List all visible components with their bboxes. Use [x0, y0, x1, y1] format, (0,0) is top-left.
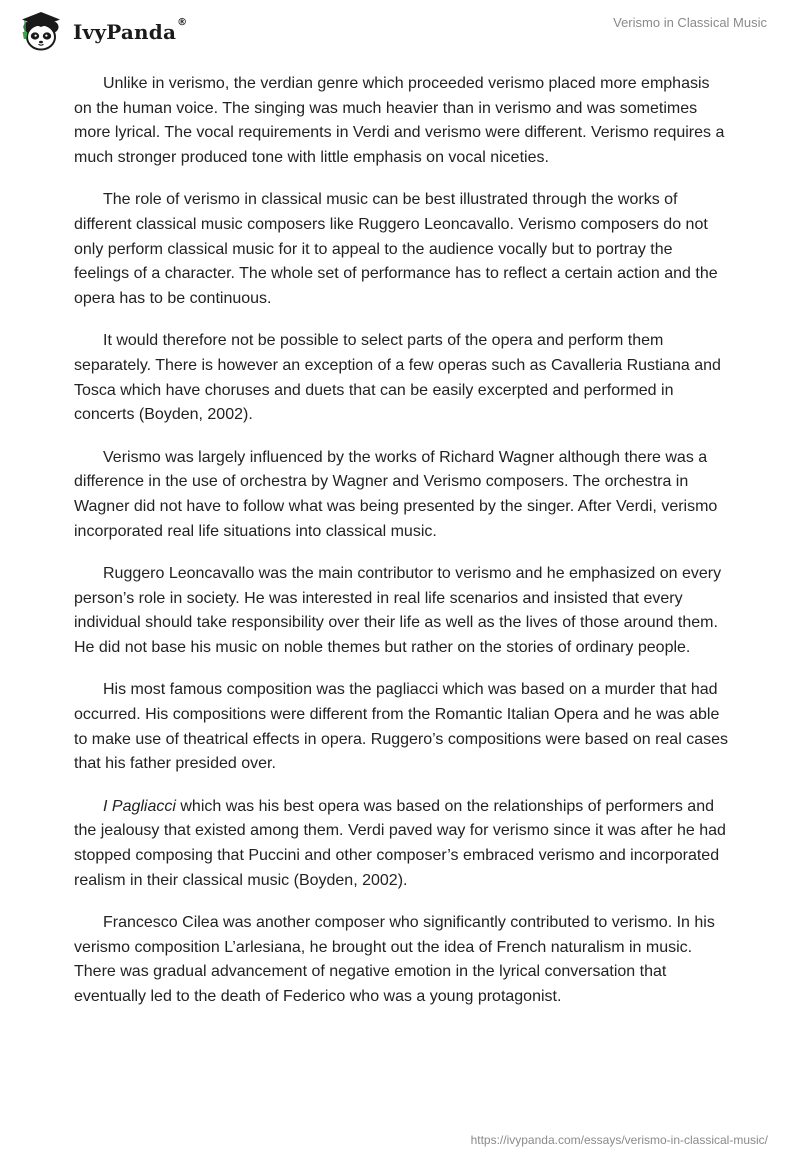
paragraph	[74, 795, 729, 893]
paragraph: The role of verismo in classical music can be best illustrated through the works of different classical music composers like Ruggero Leoncavallo. Verismo composers do not only perform classical music for it to appeal to the audience vocally but to portray the feelings of a character. The whole set of performance has to reflect a certain action and the opera has to be continuous.	[74, 191, 718, 307]
essay-body	[74, 72, 729, 1028]
source-url[interactable]: https://ivypanda.com/essays/verismo-in-classical-music/	[470, 1133, 768, 1147]
panda-graduate-icon	[15, 9, 67, 53]
paragraph: It would therefore not be possible to select parts of the opera and perform them separately. There is however an exception of a few operas such as Cavalleria Rustiana and Tosca which have choruses and duets that can be easily excerpted and performed in concerts (Boyden, 2002).	[74, 332, 721, 424]
brand-name	[73, 17, 188, 44]
page-header	[0, 0, 800, 60]
paragraph-text: which was his best opera was based on the relationships of performers and the jealousy that existed among them. Verdi paved way for verismo since it was after he had stopped composing that Puccini and other composer’s embraced verismo and incorporated realism in their classical music (Boyden, 2002).	[74, 797, 726, 889]
registered-mark: ®	[177, 17, 188, 28]
paragraph: Ruggero Leoncavallo was the main contributor to verismo and he emphasized on every person’s role in society. He was interested in real life scenarios and insisted that every individual should take responsibility over their life as well as the lives of those around them. He did not base his music on noble themes but rather on the stories of ordinary people.	[74, 565, 722, 656]
paragraph: Francesco Cilea was another composer who significantly contributed to verismo. In his verismo composition L’arlesiana, he brought out the idea of French naturalism in music. There was gradual advancement of negative emotion in the lyrical conversation that eventually led to the death of Federico who was a young protagonist.	[74, 914, 715, 1005]
paragraph: Verismo was largely influenced by the works of Richard Wagner although there was a difference in the use of orchestra by Wagner and Verismo composers. The orchestra in Wagner did not have to follow what was being presented by the singer. After Verdi, verismo incorporated real life situations into classical music.	[74, 448, 718, 540]
ivypanda-logo[interactable]	[15, 9, 187, 53]
paragraph: Unlike in verismo, the verdian genre which proceeded verismo placed more emphasis on the human voice. The singing was much heavier than in verismo and was sometimes more lyrical. The vocal requirements in Verdi and verismo were different. Verismo requires a much stronger produced tone with little emphasis on vocal niceties.	[74, 75, 725, 166]
paragraph: His most famous composition was the pagliacci which was based on a murder that had occurred. His compositions were different from the Romantic Italian Opera and he was able to make use of theatrical effects in opera. Ruggero’s compositions were based on real cases that his father presided over.	[74, 681, 728, 773]
brand-label: IvyPanda	[73, 20, 177, 44]
document-title: Verismo in Classical Music	[613, 15, 767, 30]
opera-title: I Pagliacci	[103, 797, 176, 815]
